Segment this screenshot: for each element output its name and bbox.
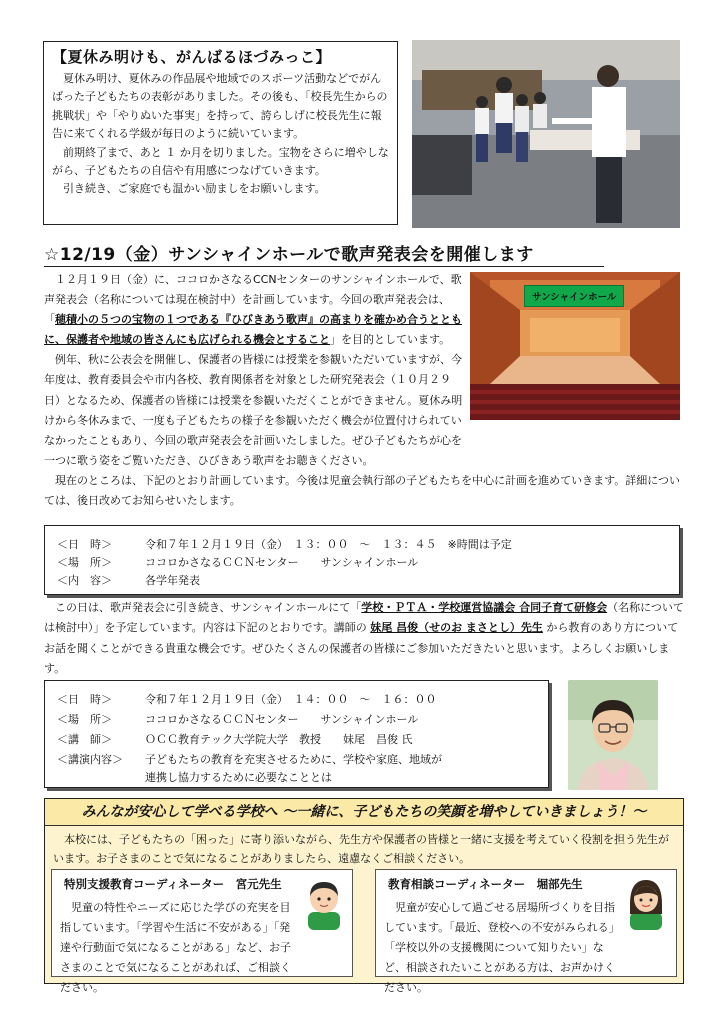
seminar-paragraph xyxy=(44,598,684,679)
special-needs-coordinator-card xyxy=(51,869,353,994)
purpose-highlight: 穂積小の５つの宝物の１つである『ひびきあう歌声』の高まりを確かめ合うとともに、保護者や地域の皆さんにも広げられる機会とすること xyxy=(44,313,462,347)
seminar-name: 学校・ＰＴＡ・学校運営協議会 合同子育て研修会 xyxy=(361,601,608,614)
text-run: １２月１９日（金）に、ココロかさなるCCNセンターのサンシャインホールで、歌声発表会（名称については現在検討中）を計画しています。今回の歌声発表会は、「 xyxy=(44,273,462,327)
song-concert-body xyxy=(44,270,684,511)
schedule-content-value: 各学年発表 xyxy=(145,574,200,587)
support-section-title: みんなが安心して学べる学校へ ～一緒に、子どもたちの笑顔を増やしていきましょう！～ xyxy=(45,799,683,826)
lecturer-photo xyxy=(568,680,658,790)
song-concert-title: ☆12/19（金）サンシャインホールで歌声発表会を開催します xyxy=(44,245,534,265)
summer-report-title: 【夏休み明けも、がんばるほづみっこ】 xyxy=(52,48,332,66)
summer-report-paragraph: 引き続き、ご家庭でも温かい励ましをお願いします。 xyxy=(63,182,326,196)
concert-paragraph-plan: 現在のところは、下記のとおり計画しています。今後は児童会執行部の子どもたちを中心に計画を進めていきます。詳細については、後日改めてお知らせいたします。 xyxy=(44,473,681,508)
special-needs-coordinator-text: 児童の特性やニーズに応じた学びの充実を目指しています。「学習や生活に不安がある」「発達や行動面で気になることがある」など、お子さまのことで気になることがあれば、ご相談ください。 xyxy=(60,901,291,994)
schedule-place-label: ＜場 所＞ xyxy=(57,556,112,569)
seminar-place-value: ココロかさなるＣＣＮセンター サンシャインホール xyxy=(145,713,419,726)
text-run: 例年、秋に公表会を開催し、保護者の皆様には授業を参観いただいていますが、今年度は、教育委員会や市内各校、教育関係者を対象とした研究発表会（１０月２９日）となるため、保護者の皆様には授業を参観いただくことができません。夏休み明けから冬休みまで、一度も子どもたちの様子を参観いただく機会が位置付けられていなかったこともあり、今回の歌声発表会を計画いたしました。ぜひ子どもたちが心を一つに歌う姿をご覧いただき、ひびきあう歌声をお聴きください。 xyxy=(44,353,463,467)
title-underline xyxy=(44,266,604,267)
schedule-content-label: ＜内 容＞ xyxy=(57,574,112,587)
seminar-lecturer-label: ＜講 師＞ xyxy=(57,733,112,746)
seminar-date-label: ＜日 時＞ xyxy=(57,693,112,706)
concert-paragraph-purpose xyxy=(44,270,464,350)
seminar-content-value: 子どもたちの教育を充実させるために、学校や家庭、地域が xyxy=(145,753,442,766)
lecturer-name: 妹尾 昌俊（せのお まさとし）先生 xyxy=(370,621,543,635)
schedule-date-label: ＜日 時＞ xyxy=(57,538,112,551)
concert-paragraph-background xyxy=(44,350,464,471)
text-run: （名称については検討中）」を予定しています。内容は下記のとおりです。講師の xyxy=(44,601,684,635)
seminar-content-label: ＜講演内容＞ xyxy=(57,753,123,766)
seminar-schedule-box xyxy=(44,680,549,788)
text-run: 」を目的としています。 xyxy=(330,333,451,347)
seminar-content-value-line2: 連携し協力するために必要なこととは xyxy=(145,771,332,784)
counseling-coordinator-title: 教育相談コーディネーター 堀部先生 xyxy=(388,877,583,891)
schedule-date-value: 令和７年１２月１９日（金） １３：００ ～ １３：４５ ※時間は予定 xyxy=(145,538,512,551)
seminar-date-value: 令和７年１２月１９日（金） １４：００ ～ １６：００ xyxy=(145,693,437,706)
seminar-place-label: ＜場 所＞ xyxy=(57,713,112,726)
summer-report-paragraph: 前期終了まで、あと １ か月を切りました。宝物をさらに増やしながら、子どもたちの自信や有用感につなげていきます。 xyxy=(52,145,389,178)
schedule-place-value: ココロかさなるＣＣＮセンター サンシャインホール xyxy=(145,556,419,569)
support-section xyxy=(44,798,684,994)
sunshine-hall-label: サンシャインホール xyxy=(524,285,624,307)
text-run: から教育のあり方についてお話を聞くことができる貴重な機会です。ぜひたくさんの保護者の皆様にご参加いただきたいと思います。よろしくお願いします。 xyxy=(44,621,679,675)
special-needs-coordinator-title: 特別支援教育コーディネーター 宮元先生 xyxy=(64,877,282,891)
text-run: この日は、歌声発表会に引き続き、サンシャインホールにて「 xyxy=(55,601,362,614)
seminar-description xyxy=(44,598,684,679)
summer-report-paragraph: 夏休み明け、夏休みの作品展や地域でのスポーツ活動などでがんばった子どもたちの表彰がありました。その後も、「校長先生からの挑戦状」や「やりぬいた事実」を持って、誇らしげに校長先生に報告に来てくれる学級が毎日のように続いています。 xyxy=(52,72,388,141)
male-teacher-icon xyxy=(300,874,348,930)
summer-report-body xyxy=(52,70,390,199)
support-section-intro: 本校には、子どもたちの「困った」に寄り添いながら、先生方や保護者の皆様と一緒に支援を考えていく役割を担う先生がいます。お子さまのことで気になることがありましたら、遠慮なくご相談ください。 xyxy=(53,833,669,865)
summer-report-box xyxy=(43,41,398,225)
concert-schedule-box xyxy=(44,525,680,595)
seminar-lecturer-value: ＯＣＣ教育テック大学院大学 教授 妹尾 昌俊 氏 xyxy=(145,733,413,746)
female-teacher-icon xyxy=(622,874,670,930)
award-report-photo xyxy=(412,40,680,228)
counseling-coordinator-text: 児童が安心して過ごせる居場所づくりを目指しています。「最近、登校への不安がみられる」「学校以外の支援機関について知りたい」など、相談されたいことがある方は、お声かけください。 xyxy=(384,901,615,994)
counseling-coordinator-card xyxy=(375,869,677,994)
